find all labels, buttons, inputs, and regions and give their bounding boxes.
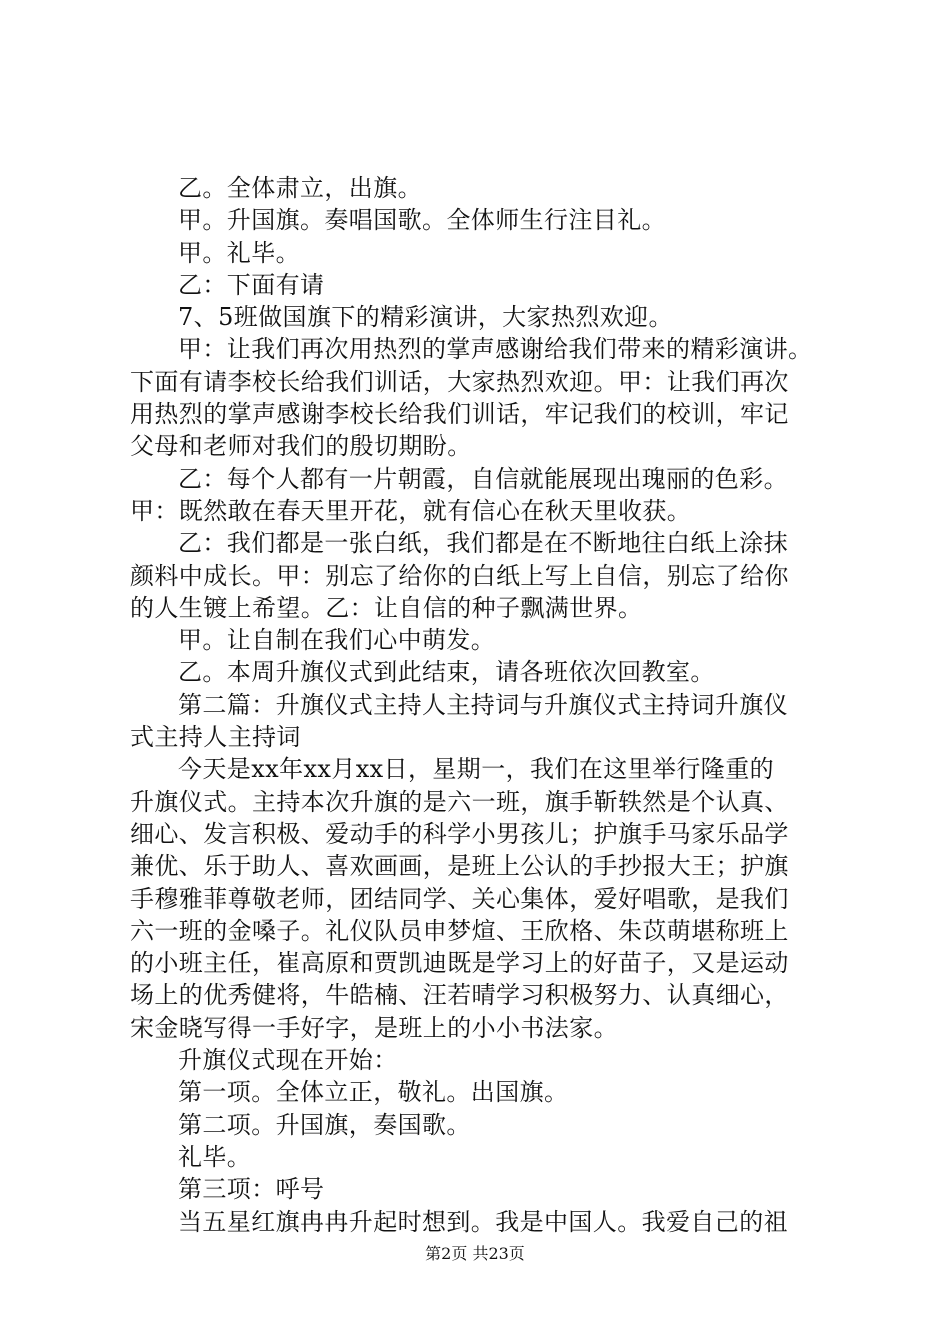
text-line: 手穆雅菲尊敬老师，团结同学、关心集体，爱好唱歌，是我们 [130,884,789,913]
text-line: 甲：让我们再次用热烈的掌声感谢给我们带来的精彩演讲。 [178,335,813,364]
text-line: 的小班主任，崔高原和贾凯迪既是学习上的好苗子，又是运动 [130,949,789,978]
text-line: 父母和老师对我们的殷切期盼。 [130,432,472,461]
text-line: 场上的优秀健将，牛皓楠、汪若晴学习积极努力、认真细心， [130,981,789,1010]
text-line: 颜料中成长。甲：别忘了给你的白纸上写上自信，别忘了给你 [130,561,789,590]
text-line: 用热烈的掌声感谢李校长给我们训话，牢记我们的校训，牢记 [130,400,789,429]
text-line: 7、5班做国旗下的精彩演讲，大家热烈欢迎。 [178,303,673,332]
text-line: 乙：下面有请 [178,270,325,299]
text-line: 第二篇：升旗仪式主持人主持词与升旗仪式主持词升旗仪 [178,690,788,719]
text-line: 第三项：呼号 [178,1175,325,1204]
text-line: 式主持人主持词 [130,723,301,752]
text-line: 乙。本周升旗仪式到此结束，请各班依次回教室。 [178,658,715,687]
text-line: 细心、发言积极、爱动手的科学小男孩儿；护旗手马家乐品学 [130,819,789,848]
text-line: 升旗仪式现在开始： [178,1046,398,1075]
text-line: 升旗仪式。主持本次升旗的是六一班，旗手靳轶然是个认真、 [130,787,789,816]
text-line: 当五星红旗冉冉升起时想到。我是中国人。我爱自己的祖 [178,1207,788,1236]
text-line: 乙：我们都是一张白纸，我们都是在不断地往白纸上涂抹 [178,529,788,558]
text-line: 甲。让自制在我们心中萌发。 [178,626,496,655]
text-line: 乙：每个人都有一片朝霞，自信就能展现出瑰丽的色彩。 [178,464,788,493]
text-line: 礼毕。 [178,1142,252,1171]
text-line: 甲。升国旗。奏唱国歌。全体师生行注目礼。 [178,206,666,235]
text-line: 第二项。升国旗，奏国歌。 [178,1110,471,1139]
text-line: 今天是xx年xx月xx日，星期一，我们在这里举行隆重的 [178,755,775,784]
page-footer: 第2页 共23页 [425,1244,525,1263]
text-line: 宋金晓写得一手好字，是班上的小小书法家。 [130,1013,618,1042]
text-line: 的人生镀上希望。乙：让自信的种子飘满世界。 [130,593,643,622]
text-line: 六一班的金嗓子。礼仪队员申梦煊、王欣格、朱苡萌堪称班上 [130,916,789,945]
text-line: 甲：既然敢在春天里开花，就有信心在秋天里收获。 [130,496,692,525]
text-line: 乙。全体肃立，出旗。 [178,174,422,202]
text-line: 第一项。全体立正，敬礼。出国旗。 [178,1078,569,1107]
text-line: 兼优、乐于助人、喜欢画画，是班上公认的手抄报大王；护旗 [130,852,789,881]
document-body [130,172,830,1238]
text-line: 下面有请李校长给我们训话，大家热烈欢迎。甲：让我们再次 [130,367,789,396]
text-line: 甲。礼毕。 [178,238,300,267]
